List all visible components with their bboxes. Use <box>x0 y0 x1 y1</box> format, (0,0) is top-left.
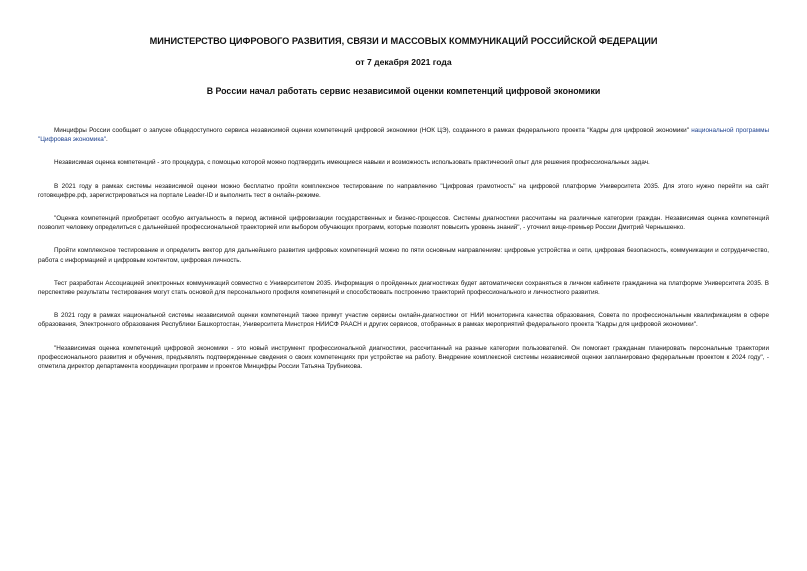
paragraph-7: В 2021 году в рамках национальной системы независимой оценки компетенций также примут участие сервисы онлайн-диагностики от НИИ мониторинга качества образования, Совета по профессиональным квалификациям в сфере образования, Электронного образования Республики Башкортостан, Университета Минстроя НИИСФ РААСН и других сервисов, отобранных в рамках мероприятий федерального проекта "Кадры для цифровой экономики". <box>38 312 769 329</box>
paragraph-3: В 2021 году в рамках системы независимой оценки можно бесплатно пройти комплексное тестирование по направлению "Цифровая грамотность" на цифровой платформе Университета 2035. Для этого нужно перейти на сайт готовкцифре.рф, зарегистрироваться на портале Leader-ID и выполнить тест в онлайн-режиме. <box>38 182 769 199</box>
paragraph-4: "Оценка компетенций приобретает особую актуальность в период активной цифровизации государственных и бизнес-процессов. Системы диагностики рассчитаны на различные категории граждан. Независимая оценка компетенций позволит человеку определиться с дальнейшей профессиональной траекторией или выбором обучающих программ, которые позволят повысить уровень знаний", - уточнил вице-премьер России Дмитрий Чернышенко. <box>38 215 769 232</box>
paragraph-1-text: Минцифры России сообщает о запуске общедоступного сервиса независимой оценки компетенций цифровой экономики (НОК ЦЭ), созданного в рамках федерального проекта "Кадры для цифровой экономики" <box>54 127 692 134</box>
paragraph-6: Тест разработан Ассоциацией электронных коммуникаций совместно с Университетом 2035. Информация о пройденных диагностиках будет автоматически сохраняться в личном кабинете гражданина на платформе Университета 2035. В перспективе результаты тестирования могут стать основой для персонального профиля компетенций и способствовать построению траекторий профессионального и личностного развития. <box>38 279 769 297</box>
document-body <box>38 126 769 385</box>
paragraph-1-end: . <box>106 136 108 144</box>
paragraph-8: "Независимая оценка компетенций цифровой экономики - это новый инструмент профессиональной диагностики, рассчитанный на разные категории пользователей. Он помогает гражданам планировать персональные траектории профессионального развития и обучения, предъявлять подтвержденные сведения о своих компетенциях при устройстве на работу. Внедрение комплексной системы независимой оценки запланировано федеральным проектом к 2024 году", - отметила директор департамента координации программ и проектов Минцифры России Татьяна Трубникова. <box>38 344 769 371</box>
paragraph-1 <box>38 126 769 144</box>
national-program-link[interactable]: национальной программы "Цифровая экономика" <box>38 127 770 144</box>
paragraph-5: Пройти комплексное тестирование и определить вектор для дальнейшего развития цифровых компетенций можно по пяти основным направлениям: цифровые устройства и сети, цифровая безопасность, коммуникации и сотрудничество, работа с информацией и цифровым контентом, цифровая личность. <box>38 247 769 264</box>
document-title: В России начал работать сервис независимой оценки компетенций цифровой экономики <box>206 86 601 96</box>
ministry-heading: МИНИСТЕРСТВО ЦИФРОВОГО РАЗВИТИЯ, СВЯЗИ И МАССОВЫХ КОММУНИКАЦИЙ РОССИЙСКОЙ ФЕДЕРАЦИИ <box>149 36 658 46</box>
paragraph-2: Независимая оценка компетенций - это процедура, с помощью которой можно подтвердить имеющиеся навыки и возможность использовать практический опыт для решения профессиональных задач. <box>54 159 650 167</box>
document-date: от 7 декабря 2021 года <box>355 57 452 67</box>
